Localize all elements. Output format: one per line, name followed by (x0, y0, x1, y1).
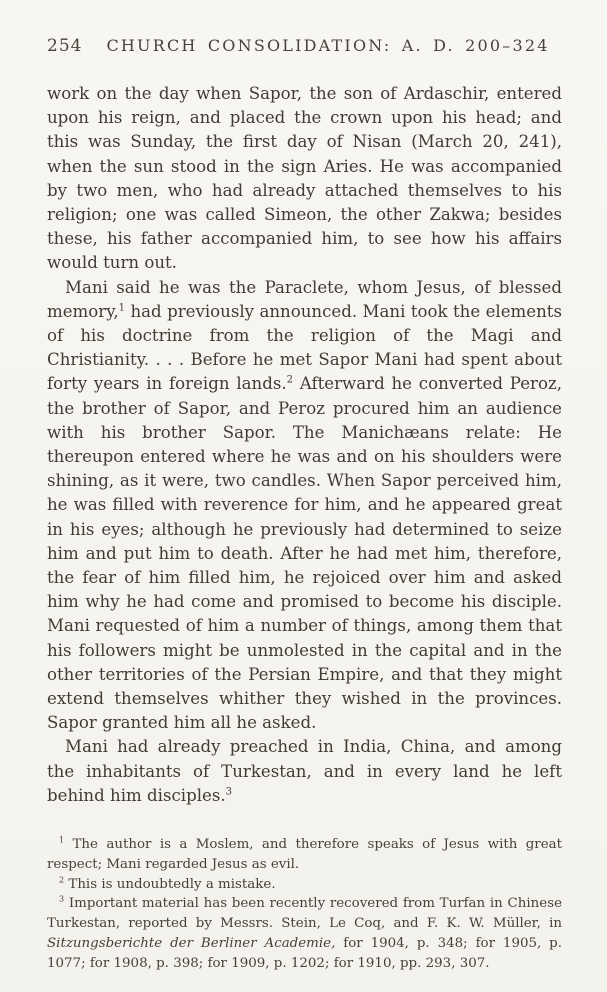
paragraph-2-text: Mani said he was the Paraclete, whom Jesus, of blessed memory, (47, 277, 562, 321)
footnote-1-marker: 1 (59, 835, 65, 845)
paragraph-3 (47, 735, 562, 808)
footnote-ref-2: 2 (286, 374, 293, 386)
footnote-ref-1: 1 (118, 302, 126, 314)
running-header-title: CHURCH CONSOLIDATION: A. D. 200–324 (106, 36, 550, 55)
paragraph-2 (47, 276, 562, 736)
paragraph-1 (47, 82, 562, 276)
paragraph-3-text: Mani had already preached in India, China, and among the inhabitants of Turkestan, and in every land he left behind him disciples. (47, 737, 562, 805)
footnote-3-text: Important material has been recently recovered from Turfan in Chinese Turkestan, reported by Messrs. Stein, Le Coq, and F. K. W. Müller, in (47, 896, 562, 932)
paragraph-2-text: had previously announced. Mani took the elements of his doctrine from the religion of the Magi and Christianity. . . . Before he met Sapor Mani had spent about forty years in foreign lands. (47, 301, 562, 394)
footnotes (47, 835, 562, 974)
footnote-1 (47, 835, 562, 875)
footnote-2 (47, 875, 562, 895)
footnote-3-marker: 3 (59, 895, 65, 905)
footnote-3-text: for 1904, p. 348; for 1905, p. 1077; for 1908, p. 398; for 1909, p. 1202; for 1910, pp. 293, 307. (47, 936, 562, 971)
footnote-2-marker: 2 (59, 875, 65, 885)
page-number: 254 (47, 36, 83, 56)
body-text (47, 82, 562, 808)
paragraph-1-text: work on the day when Sapor, the son of Ardaschir, entered upon his reign, and placed the crown upon his head; and this was Sunday, the first day of Nisan (March 20, 241), when the sun stood in the sign Aries. He was accompanied by two men, who had already attached themselves to his religion; one was called Simeon, the other Zakwa; besides these, his father accompanied him, to see how his affairs would turn out. (47, 84, 562, 273)
footnote-2-text: This is undoubtedly a mistake. (64, 876, 276, 892)
footnote-3-journal-title: Sitzungsberichte der Berliner Academie, (47, 936, 336, 952)
paragraph-2-text: Afterward he converted Peroz, the brother of Sapor, and Peroz procured him an audience with his brother Sapor. The Manichæans relate: He thereupon entered where he was and on his shoulders were shining, as it were, two candles. When Sapor perceived him, he was filled with reverence for him, and he appeared great in his eyes; although he previously had determined to seize him and put him to death. After he had met him, therefore, the fear of him filled him, he rejoiced over him and asked him why he had come and promised to become his disciple. Mani requested of him a number of things, among them that his followers might be unmolested in the capital and in the other territories of the Persian Empire, and that they might extend themselves whither they wished in the provinces. Sapor granted him all he asked. (47, 374, 562, 733)
footnote-ref-3: 3 (225, 786, 232, 798)
running-header (47, 36, 562, 56)
footnote-1-text: The author is a Moslem, and therefore speaks of Jesus with great respect; Mani regarded Jesus as evil. (47, 837, 562, 872)
footnote-3 (47, 894, 562, 973)
